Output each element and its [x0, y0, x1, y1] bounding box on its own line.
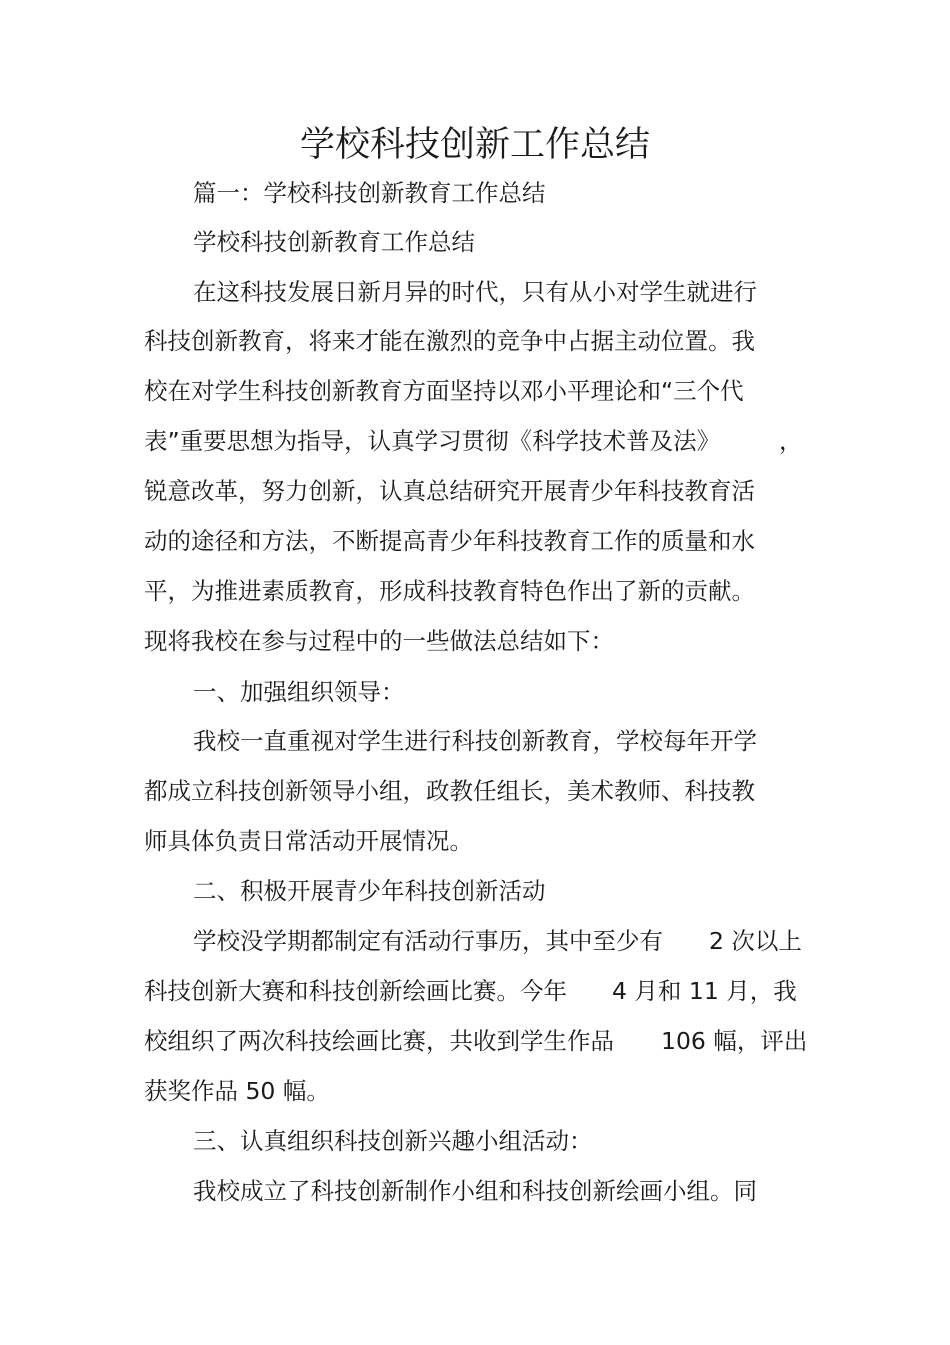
paragraph-line: 都成立科技创新领导小组，政教任组长，美术教师、科技教 [144, 777, 755, 805]
paragraph-line: 我校成立了科技创新制作小组和科技创新绘画小组。同 [193, 1177, 757, 1205]
section-heading-three: 三、认真组织科技创新兴趣小组活动： [193, 1127, 593, 1155]
paragraph-line: 科技创新大赛和科技创新绘画比赛。今年 [144, 977, 567, 1005]
paragraph-line-tail: 2 次以上 [709, 927, 802, 955]
paragraph-line: 在这科技发展日新月异的时代，只有从小对学生就进行 [193, 278, 757, 306]
paragraph-line: 校组织了两次科技绘画比赛，共收到学生作品 [144, 1027, 614, 1055]
paragraph-line: 学校没学期都制定有活动行事历，其中至少有 [193, 927, 663, 955]
paragraph-line: 现将我校在参与过程中的一些做法总结如下： [144, 627, 614, 655]
paragraph-comma: ， [779, 427, 803, 455]
paragraph-line: 平，为推进素质教育，形成科技教育特色作出了新的贡献。 [144, 577, 755, 605]
paragraph-line: 我校一直重视对学生进行科技创新教育，学校每年开学 [193, 727, 757, 755]
paragraph-line: 师具体负责日常活动开展情况。 [144, 827, 473, 855]
paragraph-line: 动的途径和方法，不断提高青少年科技教育工作的质量和水 [144, 527, 755, 555]
section-heading-one: 一、加强组织领导： [193, 678, 405, 706]
paragraph-line: 科技创新教育，将来才能在激烈的竞争中占据主动位置。我 [144, 327, 755, 355]
paragraph-line: 表”重要思想为指导，认真学习贯彻《科学技术普及法》 [144, 427, 721, 455]
section-heading-part-one: 篇一：学校科技创新教育工作总结 [193, 179, 546, 207]
paragraph-line: 获奖作品 50 幅。 [144, 1077, 330, 1105]
subtitle: 学校科技创新教育工作总结 [193, 228, 475, 256]
paragraph-line: 校在对学生科技创新教育方面坚持以邓小平理论和“三个代 [144, 377, 744, 405]
document-title: 学校科技创新工作总结 [299, 125, 650, 165]
paragraph-line: 锐意改革，努力创新，认真总结研究开展青少年科技教育活 [144, 477, 755, 505]
paragraph-line-tail: 4 月和 11 月，我 [612, 977, 797, 1005]
section-heading-two: 二、积极开展青少年科技创新活动 [193, 877, 546, 905]
paragraph-line-tail: 106 幅，评出 [661, 1027, 808, 1055]
